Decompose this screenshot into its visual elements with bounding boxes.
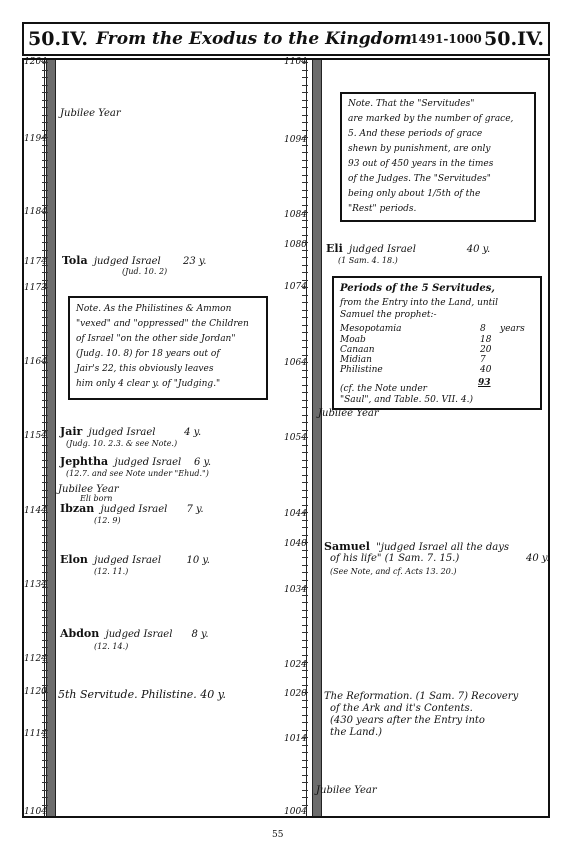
year-tick [302,790,308,791]
year-tick [302,205,308,206]
year-tick [302,220,308,221]
year-tick [302,167,308,168]
year-tick [42,767,48,768]
year-tick [302,280,308,281]
year-tick [302,602,308,603]
year-tick [302,662,308,663]
entry-abdon: Abdon judged Israel 8 y. [60,627,209,640]
year-tick [42,565,48,566]
year-tick [302,505,308,506]
year-tick [302,580,308,581]
year-tick [42,392,48,393]
year-label: 1074 [284,282,307,292]
year-label: 1040 [284,539,307,549]
year-tick [302,377,308,378]
ref-tola: (Jud. 10. 2) [122,267,168,276]
year-tick [302,692,308,693]
year-tick [42,407,48,408]
year-tick [302,407,308,408]
ref-ibzan: (12. 9) [94,516,121,525]
reformation-1: The Reformation. (1 Sam. 7) Recovery [324,691,519,702]
year-tick [42,715,48,716]
year-tick [302,422,308,423]
year-tick [302,257,308,258]
year-tick [42,145,48,146]
year-tick [302,715,308,716]
year-tick [42,677,48,678]
year-tick [42,235,48,236]
year-tick [42,527,48,528]
year-tick [42,617,48,618]
year-tick [302,332,308,333]
year-tick [42,197,48,198]
year-tick [302,737,308,738]
year-tick [42,707,48,708]
year-label: 1080 [284,240,307,250]
year-range: 1491-1000 [410,32,482,46]
year-tick [302,565,308,566]
year-tick [302,190,308,191]
year-tick [42,280,48,281]
year-tick [302,160,308,161]
ref-jair: (Judg. 10. 2.3. & see Note.) [66,439,178,448]
year-tick [42,782,48,783]
year-tick [42,722,48,723]
year-label: 1124 [24,654,47,664]
year-label: 1104 [24,807,47,817]
year-tick [42,745,48,746]
year-tick [302,805,308,806]
year-label: 1064 [284,358,307,368]
year-tick [42,632,48,633]
page-title: From the Exodus to the Kingdom [96,29,412,49]
year-tick [42,497,48,498]
year-tick [302,340,308,341]
year-tick [302,400,308,401]
year-tick [42,505,48,506]
entry-samuel: Samuel "judged Israel all the days [324,540,510,553]
right-timeline-bar [312,60,322,816]
year-tick [42,70,48,71]
year-tick [42,190,48,191]
year-tick [302,677,308,678]
year-label: 1144 [24,506,47,516]
year-tick [42,205,48,206]
year-tick [42,160,48,161]
year-tick [42,790,48,791]
year-tick [42,430,48,431]
year-tick [42,242,48,243]
year-tick [302,760,308,761]
year-tick [302,70,308,71]
year-tick [302,647,308,648]
year-tick [42,77,48,78]
year-tick [302,475,308,476]
year-tick [302,497,308,498]
year-tick [302,430,308,431]
year-tick [42,325,48,326]
year-tick [302,152,308,153]
year-tick [302,272,308,273]
year-tick [42,385,48,386]
year-tick [42,655,48,656]
year-tick [42,542,48,543]
year-tick [42,520,48,521]
jubilee-year-2: Jubilee Year [58,484,119,495]
year-tick [42,445,48,446]
year-label: 1084 [284,210,307,220]
year-tick [302,467,308,468]
year-tick [42,737,48,738]
year-tick [302,460,308,461]
left-timeline-bar [46,60,56,816]
ref-samuel: (See Note, and cf. Acts 13. 20.) [330,567,457,576]
year-tick [302,370,308,371]
year-tick [42,422,48,423]
year-tick [42,220,48,221]
year-tick [302,355,308,356]
year-tick [42,482,48,483]
ref-jephtha: (12.7. and see Note under "Ehud.") [66,469,209,478]
year-tick [302,775,308,776]
ref-elon: (12. 11.) [94,567,129,576]
year-tick [42,535,48,536]
year-tick [302,287,308,288]
ref-eli: (1 Sam. 4. 18.) [338,256,398,265]
year-tick [42,182,48,183]
year-label: 1134 [24,580,47,590]
year-tick [42,752,48,753]
year-tick [302,490,308,491]
year-label: 1094 [284,135,307,145]
entry-ibzan: Ibzan judged Israel 7 y. [60,502,204,515]
year-tick [302,542,308,543]
year-tick [302,362,308,363]
year-tick [302,730,308,731]
year-tick [302,797,308,798]
year-tick [42,550,48,551]
year-tick [302,452,308,453]
year-tick [42,580,48,581]
year-tick [42,640,48,641]
year-tick [302,100,308,101]
entry-elon: Elon judged Israel 10 y. [60,553,210,566]
year-tick [42,137,48,138]
year-tick [42,287,48,288]
samuel-line2: of his life" (1 Sam. 7. 15.) 40 y. [330,553,550,564]
table-label-left: 50.IV. [28,28,88,50]
year-tick [42,572,48,573]
eli-born: Eli born [80,494,113,503]
year-tick [42,62,48,63]
year-tick [302,617,308,618]
year-tick [42,730,48,731]
year-tick [42,100,48,101]
year-tick [302,610,308,611]
year-tick [42,347,48,348]
year-label: 1154 [24,431,47,441]
year-tick [42,475,48,476]
year-tick [302,445,308,446]
year-tick [302,182,308,183]
year-tick [42,122,48,123]
year-tick [42,227,48,228]
year-tick [302,670,308,671]
year-tick [302,115,308,116]
year-tick [302,242,308,243]
year-tick [302,107,308,108]
year-tick [302,197,308,198]
year-tick [302,227,308,228]
entry-tola: Tola judged Israel 23 y. [62,254,207,267]
year-tick [42,107,48,108]
year-tick [42,557,48,558]
year-tick [42,317,48,318]
year-tick [302,415,308,416]
year-tick [42,467,48,468]
year-tick [302,685,308,686]
year-tick [42,670,48,671]
year-tick [42,805,48,806]
year-tick [302,310,308,311]
year-tick [302,707,308,708]
year-tick [302,130,308,131]
year-tick [302,512,308,513]
year-tick [302,655,308,656]
year-tick [302,587,308,588]
year-tick [42,115,48,116]
year-label: 1204 [24,57,47,67]
year-tick [42,437,48,438]
year-tick [42,167,48,168]
jubilee-year-3: Jubilee Year [318,408,379,419]
year-tick [42,295,48,296]
year-tick [42,130,48,131]
year-tick [42,340,48,341]
year-label: 1120 [24,687,47,697]
year-label: 1184 [24,207,47,217]
year-tick [302,295,308,296]
year-tick [42,332,48,333]
servitudes-box: Periods of the 5 Servitudes, from the Entry into the Land, until Samuel the prophet:- Mesopotamia 8 years Moab 18 Canaan 20 Midian 7 Philistine 40 93 (cf. the Note under "Saul", and Table. 50. VII. 4.) [332,276,542,410]
year-tick [302,557,308,558]
year-tick [42,625,48,626]
page-number: 55 [272,830,284,840]
year-tick [42,272,48,273]
year-label: 1054 [284,433,307,443]
year-label: 1114 [24,729,47,739]
year-tick [42,310,48,311]
year-tick [302,235,308,236]
year-label: 1034 [284,585,307,595]
entry-jair: Jair judged Israel 4 y. [60,425,202,438]
year-tick [302,302,308,303]
year-tick [302,62,308,63]
year-label: 1104 [284,57,307,67]
year-tick [42,512,48,513]
year-label: 1174 [24,257,47,267]
ref-abdon: (12. 14.) [94,642,129,651]
note-box-left: Note. As the Philistines & Ammon "vexed" and "oppressed" the Children of Israel "on the other side Jordan" (Judg. 10. 8) for 18 years out of Jair's 22, this obviously leaves him only 4 clear y. of "Judging." [68,296,268,400]
year-tick [302,595,308,596]
year-tick [302,782,308,783]
year-tick [42,175,48,176]
year-tick [302,625,308,626]
reformation-4: the Land.) [330,727,383,738]
year-tick [302,482,308,483]
year-tick [302,572,308,573]
year-tick [302,325,308,326]
table-label-right: 50.IV. [484,28,544,50]
fifth-servitude: 5th Servitude. Philistine. 40 y. [58,688,227,701]
year-tick [42,212,48,213]
year-tick [42,92,48,93]
year-tick [42,460,48,461]
year-label: 1024 [284,660,307,670]
year-tick [42,775,48,776]
year-tick [42,257,48,258]
year-tick [42,602,48,603]
year-label: 1044 [284,509,307,519]
year-tick [42,400,48,401]
year-tick [302,767,308,768]
year-tick [302,212,308,213]
year-label: 1194 [24,134,47,144]
year-tick [42,362,48,363]
entry-jephtha: Jephtha judged Israel 6 y. [60,455,212,468]
year-tick [302,385,308,386]
year-tick [302,392,308,393]
year-tick [42,250,48,251]
year-tick [42,760,48,761]
year-tick [302,250,308,251]
year-tick [302,722,308,723]
page-header [22,22,550,56]
year-tick [302,550,308,551]
year-tick [302,640,308,641]
year-tick [42,265,48,266]
year-tick [42,647,48,648]
year-label: 1173 [24,283,47,293]
year-tick [42,685,48,686]
year-label: 1004 [284,807,307,817]
year-tick [42,662,48,663]
year-tick [42,302,48,303]
year-tick [42,692,48,693]
year-tick [302,122,308,123]
year-label: 1164 [24,357,47,367]
year-tick [42,85,48,86]
year-tick [42,355,48,356]
year-tick [42,377,48,378]
reformation-2: of the Ark and it's Contents. [330,703,473,714]
year-tick [302,145,308,146]
jubilee-year-1: Jubilee Year [60,108,121,119]
year-tick [42,587,48,588]
year-label: 1020 [284,689,307,699]
year-tick [42,490,48,491]
year-tick [42,797,48,798]
year-tick [42,415,48,416]
year-tick [302,520,308,521]
year-tick [302,437,308,438]
year-tick [302,700,308,701]
year-tick [302,347,308,348]
year-tick [42,595,48,596]
year-tick [42,700,48,701]
reformation-3: (430 years after the Entry into [330,715,485,726]
year-tick [42,152,48,153]
year-tick [302,265,308,266]
year-tick [302,752,308,753]
year-label: 1014 [284,734,307,744]
year-tick [302,175,308,176]
year-tick [302,317,308,318]
year-tick [302,77,308,78]
year-tick [302,92,308,93]
year-tick [302,745,308,746]
year-tick [302,535,308,536]
year-tick [302,85,308,86]
year-tick [42,370,48,371]
entry-eli: Eli judged Israel 40 y. [326,242,491,255]
jubilee-year-4: Jubilee Year [316,785,377,796]
note-box-right: Note. That the "Servitudes" are marked by the number of grace, 5. And these periods of grace shewn by punishment, are only 93 out of 450 years in the times of the Judges. The "Servitudes" being only about 1/5th of the "Rest" periods. [340,92,536,222]
year-tick [302,527,308,528]
year-tick [42,610,48,611]
year-tick [42,452,48,453]
year-tick [302,137,308,138]
year-tick [302,632,308,633]
